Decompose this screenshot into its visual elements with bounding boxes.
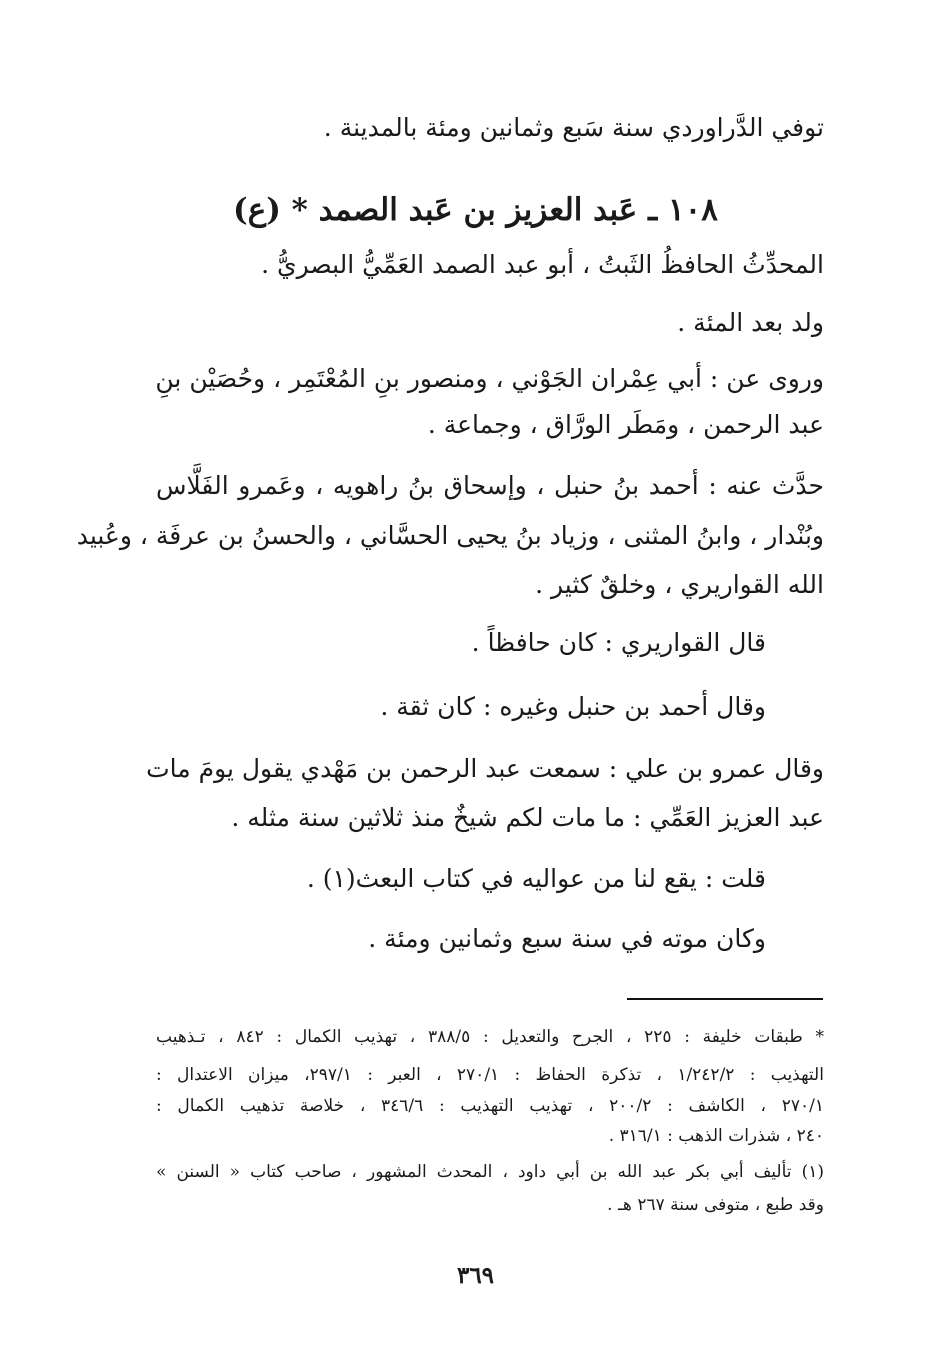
text-line: قال القواريري : كان حافظاً . <box>471 628 766 657</box>
page-number: ٣٦٩ <box>456 1262 495 1289</box>
footnote-divider <box>627 998 823 1000</box>
footnote-line: ٢٤٠ ، شذرات الذهب : ٣١٦/١ . <box>608 1126 824 1146</box>
biography-heading: ١٠٨ ـ عَبد العزيز بن عَبد الصمد * (ع) <box>233 192 718 228</box>
text-line: حدَّث عنه : أحمد بنُ حنبل ، وإسحاق بنُ راهويه ، وعَمرو الفَلَّاس <box>156 471 824 500</box>
footnote-line: (١) تأليف أبي بكر عبد الله بن أبي داود ، المحدث المشهور ، صاحب كتاب « السنن » <box>156 1162 824 1182</box>
text-line: ولد بعد المئة . <box>677 308 824 337</box>
text-line: الله القواريري ، وخلقٌ كثير . <box>535 570 824 599</box>
text-line: عبد العزيز العَمِّي : ما مات لكم شيخٌ منذ ثلاثين سنة مثله . <box>231 803 824 832</box>
footnote-line: ٢٧٠/١ ، الكاشف : ٢٠٠/٢ ، تهذيب التهذيب : ٣٤٦/٦ ، خلاصة تذهيب الكمال : <box>156 1096 824 1116</box>
text-line: المحدِّثُ الحافظُ الثَبتُ ، أبو عبد الصمد العَمِّيُّ البصريُّ . <box>261 250 824 279</box>
text-line: وقال أحمد بن حنبل وغيره : كان ثقة . <box>380 692 766 721</box>
text-line: عبد الرحمن ، ومَطَر الورَّاق ، وجماعة . <box>427 410 824 439</box>
text-line: توفي الدَّراوردي سنة سَبع وثمانين ومئة بالمدينة . <box>323 113 824 142</box>
text-line: وبُنْدار ، وابنُ المثنى ، وزياد بنُ يحيى الحسَّاني ، والحسنُ بن عرفَة ، وعُبيد <box>76 521 824 550</box>
footnote-line: وقد طبع ، متوفى سنة ٢٦٧ هـ . <box>607 1195 824 1215</box>
text-line: وقال عمرو بن علي : سمعت عبد الرحمن بن مَهْدي يقول يومَ مات <box>146 754 824 783</box>
footnote-line: * طبقات خليفة : ٢٢٥ ، الجرح والتعديل : ٣٨٨/٥ ، تهذيب الكمال : ٨٤٢ ، تـذهيب <box>156 1027 824 1047</box>
footnote-line: التهذيب : ١/٢٤٢/٢ ، تذكرة الحفاظ : ٢٧٠/١ ، العبر : ٢٩٧/١، ميزان الاعتدال : <box>156 1065 824 1085</box>
text-line: وكان موته في سنة سبع وثمانين ومئة . <box>368 924 766 953</box>
text-line: قلت : يقع لنا من عواليه في كتاب البعث(١) . <box>306 864 766 893</box>
text-line: وروى عن : أبي عِمْران الجَوْني ، ومنصور بنِ المُعْتَمِر ، وحُصَيْن بنِ <box>155 364 824 393</box>
